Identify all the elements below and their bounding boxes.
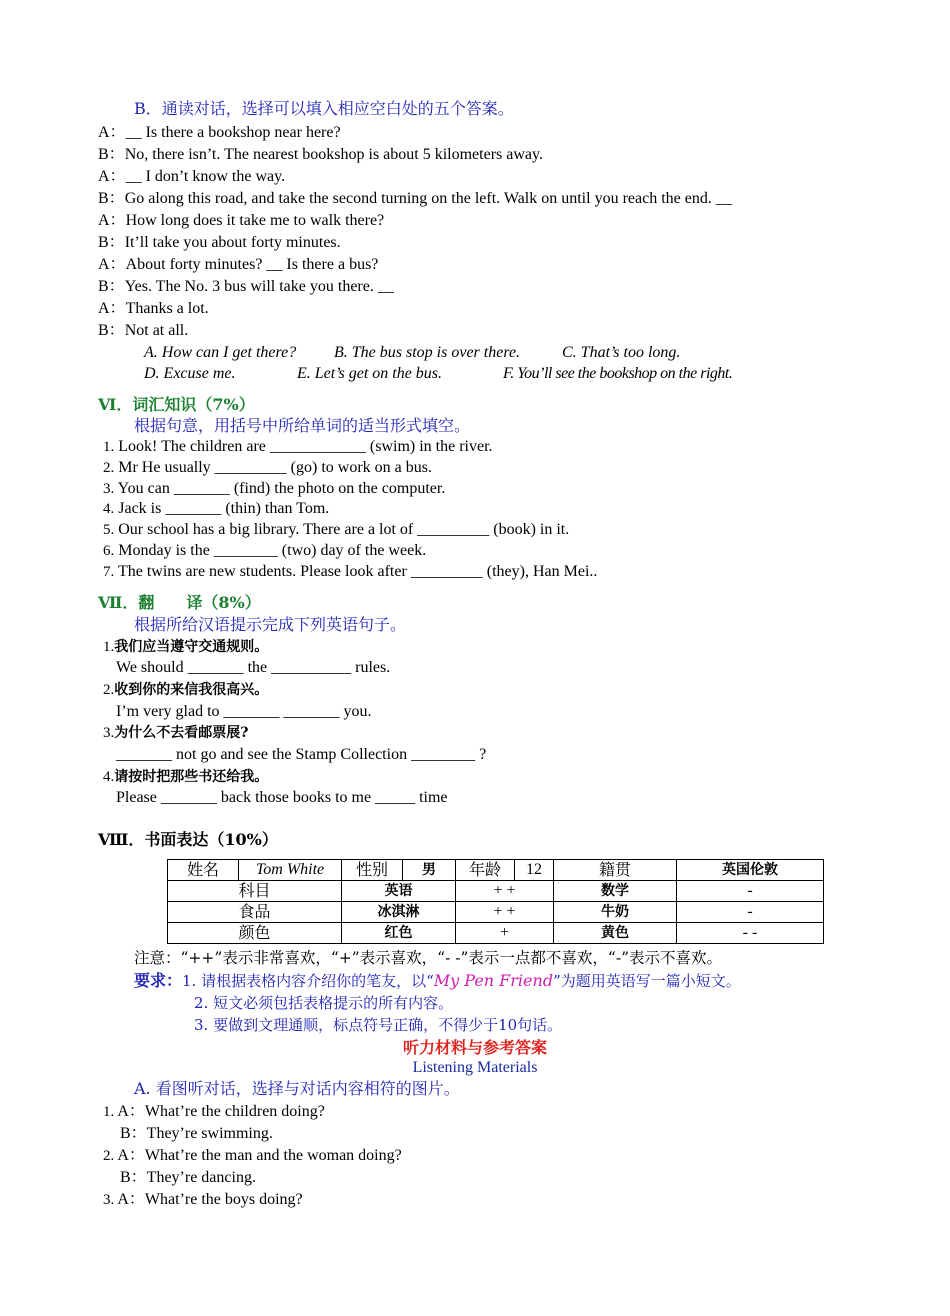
listening-line <box>120 1168 256 1188</box>
vocab-item <box>103 437 493 457</box>
origin-value: 英国伦敦 <box>677 860 824 881</box>
speaker: A： <box>98 256 126 273</box>
dialogue-text: How long does it take me to walk there? <box>125 212 385 229</box>
age-label: 年龄 <box>456 860 515 881</box>
dialogue-line <box>98 145 543 165</box>
age-value: 12 <box>515 860 554 881</box>
table-note: 注意：“++”表示非常喜欢，“+”表示喜欢，“- -”表示一点都不喜欢，“-”表示不喜欢。 <box>134 949 722 967</box>
chinese-prompt: 我们应当遵守交通规则。 <box>114 639 269 655</box>
listening-line <box>120 1124 273 1144</box>
row-mark: - - <box>677 923 824 944</box>
row-mark: - <box>677 902 824 923</box>
requirement-2: 2. 短文必须包括表格提示的所有内容。 <box>194 994 454 1012</box>
item-number: 2. <box>103 682 115 698</box>
speaker: A： <box>98 124 126 141</box>
item-number: 7. <box>103 564 115 580</box>
line-text: B：They’re dancing. <box>120 1169 256 1186</box>
item-number: 1. <box>103 639 115 655</box>
vocab-item <box>103 499 329 519</box>
chinese-prompt: 为什么不去看邮票展? <box>114 725 249 741</box>
speaker: B： <box>98 234 125 251</box>
requirement-1 <box>134 971 741 991</box>
line-text: A：What’re the boys doing? <box>117 1191 303 1208</box>
speaker: B： <box>98 190 125 207</box>
name-value: Tom White <box>239 860 342 881</box>
item-number: 3. <box>103 481 115 497</box>
option: D. Excuse me. <box>144 365 236 382</box>
translation-prompt <box>103 637 268 657</box>
item-text: Jack is _______ (thin) than Tom. <box>118 500 330 517</box>
translation-prompt <box>103 767 268 787</box>
dialogue-line <box>98 321 188 341</box>
speaker: B： <box>98 278 125 295</box>
row-item: 冰淇淋 <box>342 902 456 923</box>
row-item: 英语 <box>342 881 456 902</box>
section-7-instruction: 根据所给汉语提示完成下列英语句子。 <box>134 615 407 634</box>
name-label: 姓名 <box>168 860 239 881</box>
speaker: A： <box>98 212 126 229</box>
gender-value: 男 <box>403 860 456 881</box>
chinese-prompt: 收到你的来信我很高兴。 <box>114 682 269 698</box>
listening-line <box>103 1102 325 1122</box>
dialogue-text: Thanks a lot. <box>125 300 209 317</box>
item-number: 3. <box>103 725 115 741</box>
option: E. Let’s get on the bus. <box>297 365 443 382</box>
row-label: 科目 <box>168 881 342 902</box>
translation-prompt <box>103 723 248 743</box>
line-text: A：What’re the children doing? <box>117 1103 325 1120</box>
chinese-prompt: 请按时把那些书还给我。 <box>114 769 269 785</box>
dialogue-text: No, there isn’t. The nearest bookshop is about 5 kilometers away. <box>124 146 543 163</box>
section-8-title: Ⅷ．书面表达（10%） <box>98 830 278 849</box>
dialogue-line <box>98 123 341 143</box>
dialogue-text: About forty minutes? __ Is there a bus? <box>125 256 379 273</box>
item-number: 6. <box>103 543 115 559</box>
dialogue-line <box>98 167 285 187</box>
option: F. You’ll see the bookshop on the right. <box>503 365 733 382</box>
essay-title: My Pen Friend <box>433 971 554 990</box>
dialogue-line <box>98 233 341 253</box>
item-text: Mr He usually _________ (go) to work on a bus. <box>118 459 432 476</box>
row-item: 黄色 <box>554 923 677 944</box>
requirement-text: 1. 请根据表格内容介绍你的笔友，以“ <box>182 972 434 990</box>
dialogue-line <box>98 277 394 297</box>
speaker: A： <box>98 300 126 317</box>
vocab-item <box>103 479 445 499</box>
requirement-3: 3. 要做到文理通顺，标点符号正确，不得少于10句话。 <box>194 1016 563 1034</box>
vocab-item <box>103 520 569 540</box>
line-text: A：What’re the man and the woman doing? <box>117 1147 402 1164</box>
table-row <box>168 923 824 944</box>
dialogue-line <box>98 299 209 319</box>
row-label: 食品 <box>168 902 342 923</box>
option: B. The bus stop is over there. <box>334 344 521 361</box>
translation-answer: Please _______ back those books to me _____ time <box>116 789 448 806</box>
requirement-label: 要求： <box>134 971 183 990</box>
dialogue-text: __ Is there a bookshop near here? <box>125 124 341 141</box>
row-item: 红色 <box>342 923 456 944</box>
listening-subheading: Listening Materials <box>412 1059 538 1076</box>
table-row <box>168 902 824 923</box>
row-mark: + <box>456 923 554 944</box>
origin-label: 籍贯 <box>554 860 677 881</box>
section-b-title: B．通读对话，选择可以填入相应空白处的五个答案。 <box>134 99 514 118</box>
dialogue-text: __ I don’t know the way. <box>125 168 286 185</box>
row-label: 颜色 <box>168 923 342 944</box>
item-number: 2. <box>103 1148 115 1164</box>
table-row <box>168 881 824 902</box>
dialogue-line <box>98 255 378 275</box>
speaker: B： <box>98 146 125 163</box>
vocab-item <box>103 541 426 561</box>
gender-label: 性别 <box>342 860 403 881</box>
item-text: You can _______ (find) the photo on the computer. <box>117 480 446 497</box>
section-6-instruction: 根据句意，用括号中所给单词的适当形式填空。 <box>134 416 471 435</box>
item-number: 4. <box>103 769 115 785</box>
listening-heading: 听力材料与参考答案 <box>402 1038 547 1057</box>
item-number: 1. <box>103 439 115 455</box>
item-text: Monday is the ________ (two) day of the week. <box>118 542 427 559</box>
line-text: B：They’re swimming. <box>120 1125 273 1142</box>
listening-section-a: A. 看图听对话，选择与对话内容相符的图片。 <box>134 1079 460 1098</box>
translation-prompt <box>103 680 268 700</box>
row-item: 牛奶 <box>554 902 677 923</box>
item-number: 5. <box>103 522 115 538</box>
section-6-title: Ⅵ．词汇知识（7%） <box>98 395 255 414</box>
translation-answer: I’m very glad to _______ _______ you. <box>116 703 372 720</box>
dialogue-text: It’ll take you about forty minutes. <box>124 234 341 251</box>
listening-line <box>103 1146 402 1166</box>
listening-line <box>103 1190 303 1210</box>
speaker: B： <box>98 322 125 339</box>
item-text: Our school has a big library. There are a lot of _________ (book) in it. <box>118 521 570 538</box>
item-text: Look! The children are ____________ (swim) in the river. <box>118 438 493 455</box>
dialogue-text: Yes. The No. 3 bus will take you there. __ <box>124 278 394 295</box>
item-number: 3. <box>103 1192 115 1208</box>
dialogue-text: Not at all. <box>124 322 189 339</box>
row-mark: - <box>677 881 824 902</box>
section-7-title: Ⅶ．翻 译（8%） <box>98 593 261 612</box>
row-mark: + + <box>456 881 554 902</box>
item-text: The twins are new students. Please look after _________ (they), Han Mei.. <box>117 563 598 580</box>
item-number: 4. <box>103 501 115 517</box>
pen-friend-table <box>167 859 824 944</box>
dialogue-line <box>98 211 384 231</box>
row-mark: + + <box>456 902 554 923</box>
requirement-text: ”为题用英语写一篇小短文。 <box>553 972 741 990</box>
item-number: 1. <box>103 1104 115 1120</box>
table-row <box>168 860 824 881</box>
dialogue-line <box>98 189 732 209</box>
item-number: 2. <box>103 460 115 476</box>
row-item: 数学 <box>554 881 677 902</box>
option: C. That’s too long. <box>562 344 681 361</box>
translation-answer: _______ not go and see the Stamp Collection ________ ? <box>116 746 487 763</box>
translation-answer: We should _______ the __________ rules. <box>116 659 391 676</box>
vocab-item <box>103 458 432 478</box>
speaker: A： <box>98 168 126 185</box>
option: A. How can I get there? <box>144 344 297 361</box>
dialogue-text: Go along this road, and take the second turning on the left. Walk on until you reach the end. __ <box>124 190 732 207</box>
vocab-item <box>103 562 597 582</box>
